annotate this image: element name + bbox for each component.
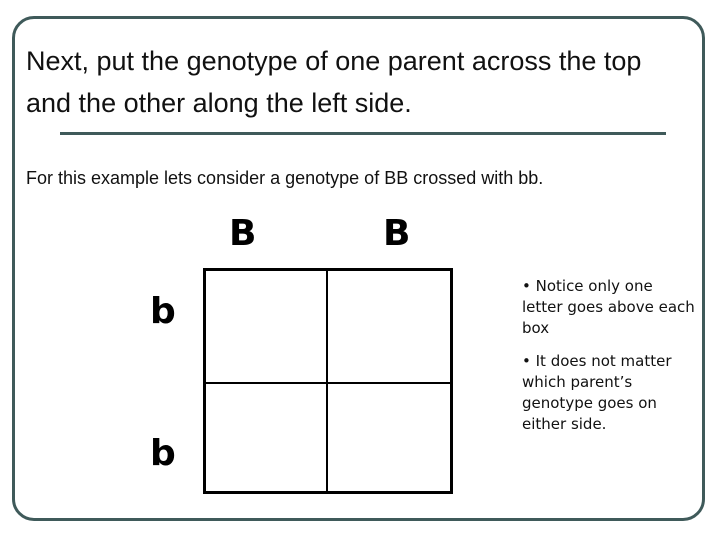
example-text: For this example lets consider a genotype of BB crossed with bb. (26, 168, 544, 188)
punnett-square (203, 268, 453, 494)
top-allele-1: B (229, 213, 257, 254)
left-allele-1: b (150, 291, 176, 332)
top-allele-2: B (383, 213, 411, 254)
left-allele-2: b (150, 433, 176, 474)
note-item: • It does not matter which parent’s genotype goes on either side. (522, 352, 672, 433)
title-divider (60, 132, 666, 135)
slide-title: Next, put the genotype of one parent across the top and the other along the left side. (26, 46, 642, 118)
note-item: • Notice only one letter goes above each box (522, 277, 695, 337)
punnett-cell (206, 271, 328, 384)
punnett-cell (206, 384, 328, 491)
notes-list (522, 276, 697, 447)
punnett-cell (328, 384, 450, 491)
punnett-cell (328, 271, 450, 384)
